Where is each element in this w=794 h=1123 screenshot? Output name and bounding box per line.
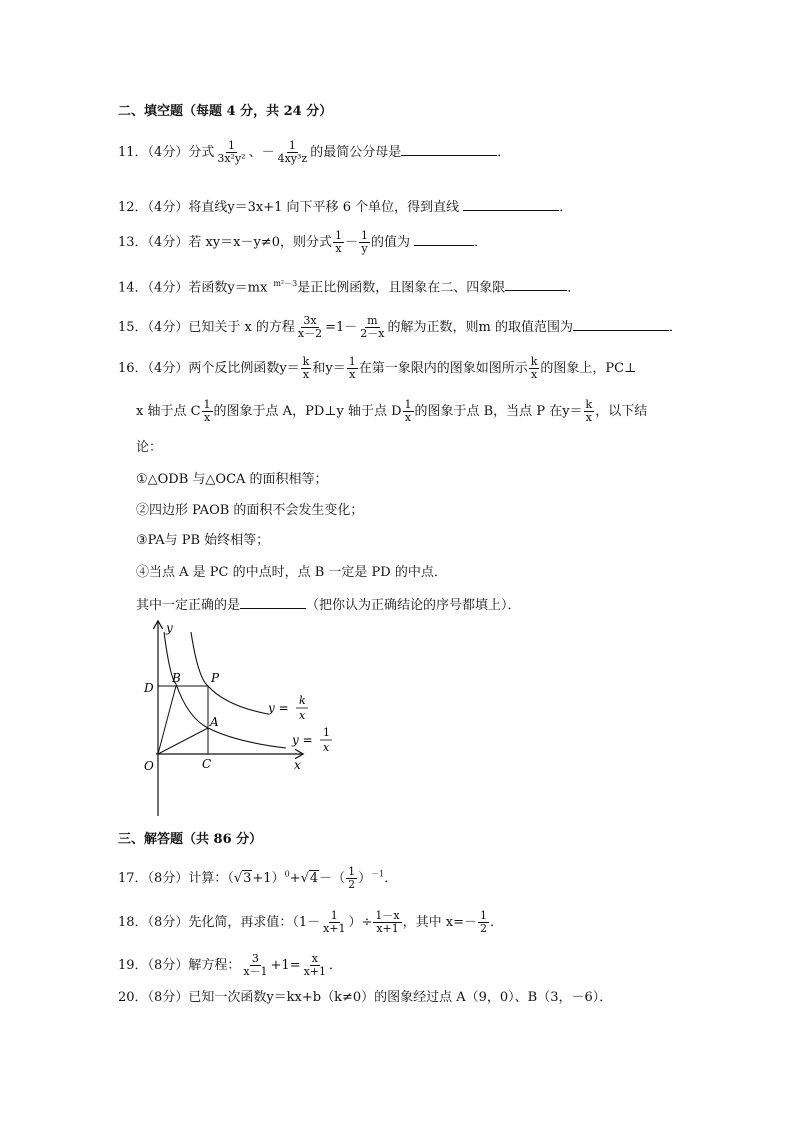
q15-text: 15．（4分）已知关于 x 的方程 — [118, 320, 295, 335]
q11-f1-denominator: 3x²y² — [217, 152, 246, 165]
q11-fraction-1 — [215, 140, 247, 165]
q18-bd: x+1 — [376, 922, 399, 935]
q13-fb-numerator: 1 — [360, 229, 368, 242]
q17-half — [346, 866, 357, 891]
q15-fraction-a — [296, 315, 324, 340]
q16-conclusion-1: ①△ODB 与△OCA 的面积相等； — [136, 472, 328, 487]
q18-an: 1 — [330, 909, 338, 922]
q16-text-1d: 的图象上，PC⊥ — [540, 361, 637, 376]
q11-fraction-2 — [276, 140, 310, 165]
q18-frac-c — [478, 910, 489, 935]
label-eq-1-den: x — [323, 741, 330, 754]
question-15 — [118, 315, 682, 340]
label-P: P — [211, 671, 220, 685]
q16-frac-1 — [347, 356, 358, 381]
q16-kd3: x — [585, 411, 592, 424]
q17-end: ． — [384, 871, 398, 886]
q17-exp-0: 0 — [284, 869, 290, 879]
q19-bd: x+1 — [303, 965, 327, 978]
q15-fb-denominator: 2－x — [360, 327, 385, 340]
q13-end: ． — [474, 235, 488, 250]
label-eq-k-prefix: y = — [268, 701, 289, 715]
q14-tail: 是正比例函数，且图象在二、四象限 — [297, 280, 506, 296]
q17-mid: +1） — [252, 871, 285, 886]
q17-hn: 1 — [348, 865, 356, 878]
curve-1-over-x — [164, 632, 286, 748]
q16-text-1b: 和y＝ — [312, 361, 346, 376]
section-3-title: 三、解答题（共 86 分） — [118, 832, 263, 847]
q16-od2: x — [203, 411, 211, 424]
q14-end: ． — [567, 280, 581, 296]
q12-end: ． — [559, 200, 573, 215]
q11-number: 11．（4分）分式 — [118, 145, 215, 160]
q11-f1-numerator: 1 — [227, 139, 235, 152]
q18-cd: 2 — [479, 922, 487, 935]
q19-ad: x－1 — [243, 965, 268, 978]
q16-on3: 1 — [404, 398, 412, 411]
q11-separator: 、－ — [248, 145, 275, 160]
q16-kn: k — [302, 355, 310, 368]
curve-k-over-x — [191, 632, 268, 714]
q17-close: ） — [358, 871, 372, 886]
label-eq-1-prefix: y = — [292, 733, 313, 747]
q15-mid: =1－ — [325, 320, 358, 335]
q16-kn2: k — [530, 355, 538, 368]
q17-hd: 2 — [348, 878, 356, 891]
q12-text: 12．（4分）将直线y＝3x+1 向下平移 6 个单位，得到直线 — [118, 200, 460, 215]
q19-bn: x — [311, 952, 318, 965]
q19-frac-a — [241, 953, 269, 978]
q13-answer-blank[interactable] — [414, 232, 474, 246]
label-x-axis: x — [294, 758, 301, 772]
q18-ad: x+1 — [323, 922, 346, 935]
question-13 — [118, 230, 487, 255]
q19-mid: +1= — [270, 958, 301, 973]
q15-fb-numerator: m — [367, 314, 378, 327]
q13-tail: 的值为 — [370, 235, 410, 250]
q18-end: ． — [489, 915, 503, 930]
q16-lun: 论： — [136, 440, 163, 455]
q18-bn: 1－x — [375, 909, 400, 922]
q16-text-1a: 16．（4分）两个反比例函数y＝ — [118, 361, 300, 376]
q16-frac-k3 — [584, 399, 595, 424]
section-2-title: 二、填空题（每题 4 分，共 24 分） — [118, 104, 333, 119]
q11-f2-denominator: 4xy³z — [277, 152, 308, 165]
q14-answer-blank[interactable] — [505, 277, 567, 291]
q16-on2: 1 — [203, 398, 211, 411]
q16-conclusion-4: ④当点 A 是 PC 的中点时，点 B 一定是 PD 的中点． — [136, 565, 447, 580]
q18-cn: 1 — [479, 909, 487, 922]
q18-mid: ）÷ — [348, 915, 373, 930]
q14-text: 14．（4分）若函数y＝mx — [118, 280, 268, 296]
q19-end: ． — [329, 958, 343, 973]
label-y-axis: y — [166, 621, 173, 635]
q17-plus: + — [289, 871, 301, 886]
q16-od3: x — [404, 411, 412, 424]
q16-graph — [136, 618, 346, 820]
q19-text: 19．（8分）解方程： — [118, 958, 241, 973]
q16-conclusion-2: ②四边形 PAOB 的面积不会发生变化； — [136, 503, 364, 518]
q11-f2-numerator: 1 — [288, 139, 296, 152]
q18-text: 18．（8分）先化简，再求值：（1－ — [118, 915, 321, 930]
q16-ask-tail: （把你认为正确结论的序号都填上）． — [306, 598, 521, 613]
q16-od: x — [349, 368, 356, 381]
q13-fraction-b — [359, 230, 370, 255]
q16-frac-1c — [403, 399, 414, 424]
label-eq-k-den: x — [299, 709, 306, 722]
q18-frac-b — [373, 910, 401, 935]
label-eq-k-num: k — [299, 694, 306, 707]
q16-kd: x — [302, 368, 310, 381]
question-20: 20．（8分）已知一次函数y＝kx+b（k≠0）的图象经过点 A（9，0）、B（3，－6）． — [118, 990, 613, 1005]
segment-OB — [158, 686, 176, 754]
q15-tail: 的解为正数，则m 的取值范围为 — [387, 320, 573, 335]
q17-root-3: 3 — [243, 871, 252, 886]
question-16-line-1 — [118, 356, 636, 381]
q17-root-4: 4 — [309, 871, 319, 886]
question-14 — [118, 276, 580, 296]
q15-fraction-b — [358, 315, 386, 340]
q16-ask-text: 其中一定正确的是 — [136, 598, 241, 613]
q16-text-2d: ，以下结 — [595, 404, 648, 419]
q13-fb-denominator: y — [361, 242, 368, 255]
q13-text: 13．（4分）若 xy＝x－y≠0，则分式 — [118, 235, 332, 250]
q15-fa-numerator: 3x — [303, 314, 317, 327]
q16-answer-blank[interactable] — [240, 595, 306, 609]
label-A: A — [210, 715, 219, 729]
q17-minus: －（ — [319, 871, 346, 886]
q19-frac-b — [302, 953, 328, 978]
question-11 — [118, 140, 510, 165]
question-12 — [118, 197, 572, 216]
q13-fa-denominator: x — [335, 242, 342, 255]
q16-kn3: k — [585, 398, 593, 411]
q16-frac-k2 — [529, 356, 540, 381]
q16-frac-1b — [202, 399, 213, 424]
segment-OA — [158, 728, 208, 754]
q16-text-1c: 在第一象限内的图象如图所示 — [358, 361, 528, 376]
q16-conclusion-3: ③PA与 PB 始终相等； — [136, 533, 270, 548]
q13-fraction-a — [333, 230, 344, 255]
q12-answer-blank[interactable] — [463, 197, 559, 211]
q15-answer-blank[interactable] — [573, 317, 669, 331]
q16-text-2b: 的图象于点 A，PD⊥y 轴于点 D — [213, 404, 402, 419]
label-B: B — [172, 671, 181, 685]
q16-kd2: x — [530, 368, 538, 381]
q11-text: 的最简公分母是 — [310, 145, 402, 160]
q16-text-2a: x 轴于点 C — [136, 404, 201, 419]
q15-fa-denominator: x－2 — [297, 327, 323, 340]
q18-tail: ，其中 x=－ — [402, 915, 477, 930]
label-eq-1-num: 1 — [323, 726, 330, 739]
q16-frac-k — [301, 356, 312, 381]
q16-on: 1 — [348, 355, 356, 368]
question-16-line-2 — [136, 399, 647, 424]
q17-exp-m1: －1 — [371, 869, 385, 879]
q14-exponent: m²－3 — [273, 279, 298, 288]
label-D: D — [144, 681, 154, 695]
q11-answer-blank[interactable] — [401, 142, 497, 156]
q13-minus: － — [344, 235, 358, 250]
rectangle-ODPC — [158, 686, 208, 754]
q18-frac-a — [321, 910, 347, 935]
q13-fa-numerator: 1 — [334, 229, 342, 242]
question-19 — [118, 953, 342, 978]
label-O: O — [144, 759, 154, 773]
q11-end: ． — [497, 145, 511, 160]
q15-end: ． — [668, 320, 682, 335]
question-17: 17．（8分）计算：$(√3+1)^0+√4-$（ $\frac{1}{2}$ ）$^{-1}$． — [118, 865, 398, 891]
q19-an: 3 — [251, 952, 259, 965]
q16-ask — [136, 595, 521, 614]
q16-text-2c: 的图象于点 B，当点 P 在y＝ — [414, 404, 583, 419]
q17-text: 17．（8分）计算：（ — [118, 871, 234, 886]
question-18 — [118, 910, 503, 935]
label-C: C — [202, 757, 212, 771]
